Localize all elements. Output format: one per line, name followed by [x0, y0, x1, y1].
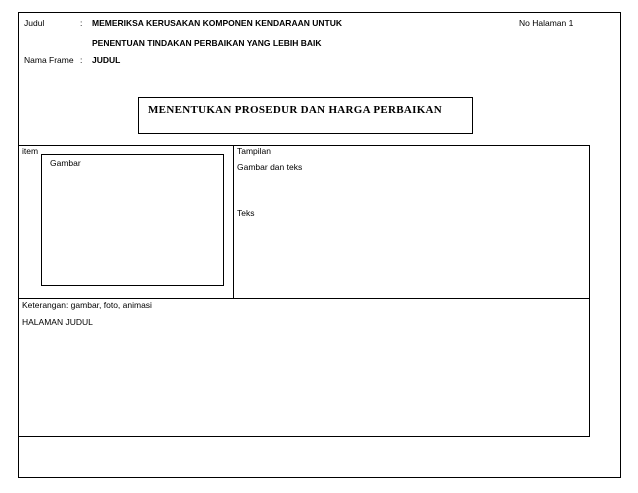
judul-label: Judul [24, 18, 45, 28]
item-label: item [22, 146, 39, 156]
frame-label: Nama Frame [24, 55, 74, 65]
tampilan-label: Tampilan [237, 146, 272, 156]
column-divider [233, 145, 234, 299]
tampilan-line1: Gambar dan teks [237, 162, 303, 172]
judul-line2: PENENTUAN TINDAKAN PERBAIKAN YANG LEBIH BAIK [92, 38, 322, 48]
keterangan-line1: Keterangan: gambar, foto, animasi [22, 300, 152, 310]
frame-colon: : [80, 55, 83, 65]
page-number: No Halaman 1 [519, 18, 574, 28]
frame-value: JUDUL [92, 55, 121, 65]
image-label: Gambar [50, 158, 81, 168]
judul-line1: MEMERIKSA KERUSAKAN KOMPONEN KENDARAAN UNTUK [92, 18, 342, 28]
image-placeholder [41, 154, 224, 286]
judul-colon: : [80, 18, 83, 28]
row-divider [18, 298, 590, 299]
tampilan-line2: Teks [237, 208, 255, 218]
title-text: MENENTUKAN PROSEDUR DAN HARGA PERBAIKAN [148, 104, 443, 116]
keterangan-line2: HALAMAN JUDUL [22, 317, 93, 327]
